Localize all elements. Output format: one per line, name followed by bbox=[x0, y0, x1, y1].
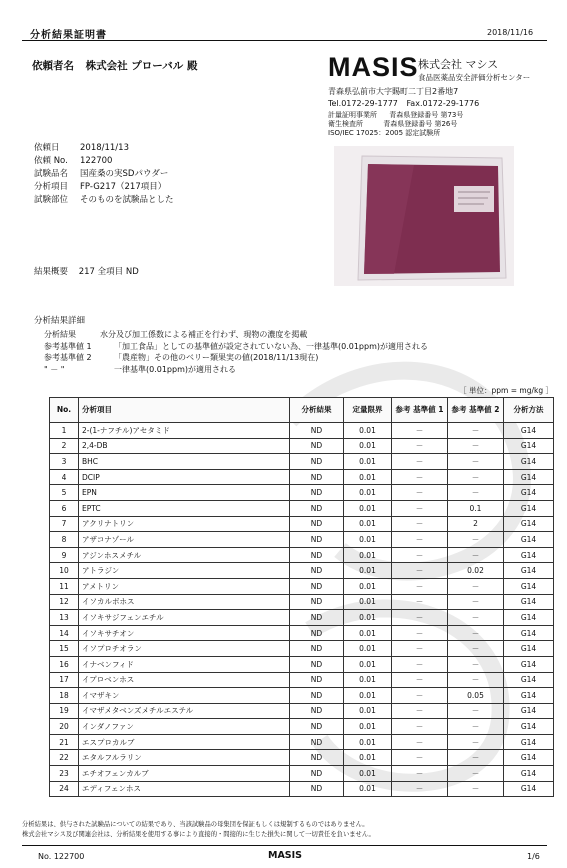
cell-result: ND bbox=[290, 766, 344, 782]
col-header-ref1: 参考 基準値 1 bbox=[392, 398, 448, 423]
cell-no: 11 bbox=[50, 578, 79, 594]
cell-method: G14 bbox=[504, 688, 554, 704]
footer-number: No. 122700 bbox=[38, 852, 85, 861]
cell-ref1: － bbox=[392, 532, 448, 548]
cell-ref2: 0.05 bbox=[448, 688, 504, 704]
cell-limit: 0.01 bbox=[344, 781, 392, 797]
table-row bbox=[50, 563, 554, 579]
info-value: そのものを試験品とした bbox=[80, 195, 174, 205]
table-row bbox=[50, 656, 554, 672]
cell-ref1: － bbox=[392, 766, 448, 782]
footer-page: 1/6 bbox=[527, 852, 540, 861]
cell-result: ND bbox=[290, 547, 344, 563]
cell-ref1: － bbox=[392, 454, 448, 470]
cell-method: G14 bbox=[504, 625, 554, 641]
cell-item: イマザキン bbox=[79, 688, 290, 704]
cell-ref2: － bbox=[448, 485, 504, 501]
cell-item: イソカルボホス bbox=[79, 594, 290, 610]
cell-item: 2-(1-ナフチル)アセタミド bbox=[79, 423, 290, 439]
table-row bbox=[50, 672, 554, 688]
cell-ref2: － bbox=[448, 625, 504, 641]
cell-no: 19 bbox=[50, 703, 79, 719]
cell-ref1: － bbox=[392, 594, 448, 610]
cell-item: DCIP bbox=[79, 469, 290, 485]
cell-method: G14 bbox=[504, 438, 554, 454]
cell-no: 3 bbox=[50, 454, 79, 470]
cell-method: G14 bbox=[504, 454, 554, 470]
detail-label: 分析結果 bbox=[44, 330, 76, 339]
info-label: 依頼 No. bbox=[34, 156, 68, 166]
cell-ref1: － bbox=[392, 469, 448, 485]
table-row bbox=[50, 703, 554, 719]
reg2-label: 衛生検査所 bbox=[328, 120, 363, 128]
cell-ref1: － bbox=[392, 750, 448, 766]
cell-ref2: － bbox=[448, 766, 504, 782]
cell-limit: 0.01 bbox=[344, 578, 392, 594]
cell-ref1: － bbox=[392, 641, 448, 657]
cell-limit: 0.01 bbox=[344, 719, 392, 735]
cell-limit: 0.01 bbox=[344, 438, 392, 454]
info-label: 試験部位 bbox=[34, 195, 69, 205]
cell-result: ND bbox=[290, 656, 344, 672]
cell-ref1: － bbox=[392, 516, 448, 532]
table-row bbox=[50, 516, 554, 532]
col-header-limit: 定量限界 bbox=[344, 398, 392, 423]
detail-text: 一律基準(0.01ppm)が適用される bbox=[114, 364, 237, 374]
iso-accreditation: ISO/IEC 17025：2005 認定試験所 bbox=[328, 129, 441, 137]
cell-limit: 0.01 bbox=[344, 500, 392, 516]
cell-method: G14 bbox=[504, 485, 554, 501]
cell-result: ND bbox=[290, 750, 344, 766]
cell-no: 1 bbox=[50, 423, 79, 439]
cell-limit: 0.01 bbox=[344, 766, 392, 782]
cell-method: G14 bbox=[504, 516, 554, 532]
footer-rule bbox=[22, 845, 547, 846]
cell-item: イソキサジフェンエチル bbox=[79, 610, 290, 626]
cell-limit: 0.01 bbox=[344, 734, 392, 750]
detail-text: 水分及び加工係数による補正を行わず、現物の濃度を掲載 bbox=[100, 330, 308, 339]
cell-result: ND bbox=[290, 610, 344, 626]
cell-method: G14 bbox=[504, 594, 554, 610]
company-logo: MASIS bbox=[328, 52, 419, 82]
cell-ref2: － bbox=[448, 578, 504, 594]
table-row bbox=[50, 610, 554, 626]
table-row bbox=[50, 688, 554, 704]
disclaimer bbox=[22, 820, 375, 840]
cell-no: 10 bbox=[50, 563, 79, 579]
cell-result: ND bbox=[290, 719, 344, 735]
cell-limit: 0.01 bbox=[344, 454, 392, 470]
cell-ref2: 0.02 bbox=[448, 563, 504, 579]
cell-result: ND bbox=[290, 625, 344, 641]
cell-limit: 0.01 bbox=[344, 423, 392, 439]
requester-label: 依頼者名 bbox=[32, 60, 74, 72]
detail-text: 「農産物」その他のベリー類果実の値(2018/11/13現在) bbox=[114, 353, 319, 362]
cell-ref1: － bbox=[392, 500, 448, 516]
table-row bbox=[50, 625, 554, 641]
cell-method: G14 bbox=[504, 563, 554, 579]
cell-no: 17 bbox=[50, 672, 79, 688]
cell-result: ND bbox=[290, 641, 344, 657]
table-row bbox=[50, 547, 554, 563]
cell-limit: 0.01 bbox=[344, 610, 392, 626]
cell-item: アクリナトリン bbox=[79, 516, 290, 532]
cell-result: ND bbox=[290, 500, 344, 516]
cell-limit: 0.01 bbox=[344, 688, 392, 704]
info-value: 122700 bbox=[80, 156, 113, 166]
cell-limit: 0.01 bbox=[344, 750, 392, 766]
col-header-method: 分析方法 bbox=[504, 398, 554, 423]
summary-value: 217 全項目 ND bbox=[78, 267, 139, 277]
cell-no: 13 bbox=[50, 610, 79, 626]
table-row bbox=[50, 485, 554, 501]
cell-no: 24 bbox=[50, 781, 79, 797]
reg2-value: 青森県登録番号 第26号 bbox=[383, 120, 458, 128]
cell-ref2: － bbox=[448, 469, 504, 485]
table-row bbox=[50, 781, 554, 797]
cell-item: エタルフルラリン bbox=[79, 750, 290, 766]
company-fax: Fax.0172-29-1776 bbox=[406, 99, 480, 108]
reg1-label: 計量証明事業所 bbox=[328, 111, 377, 119]
table-row bbox=[50, 532, 554, 548]
cell-no: 12 bbox=[50, 594, 79, 610]
cell-result: ND bbox=[290, 578, 344, 594]
cell-item: イソプロチオラン bbox=[79, 641, 290, 657]
details-heading: 分析結果詳細 bbox=[34, 316, 86, 326]
cell-ref2: － bbox=[448, 719, 504, 735]
cell-item: エスプロカルブ bbox=[79, 734, 290, 750]
cell-method: G14 bbox=[504, 656, 554, 672]
cell-item: インダノファン bbox=[79, 719, 290, 735]
cell-method: G14 bbox=[504, 469, 554, 485]
issue-date: 2018/11/16 bbox=[487, 28, 534, 37]
detail-label: " － " bbox=[44, 364, 65, 374]
cell-ref1: － bbox=[392, 547, 448, 563]
cell-no: 8 bbox=[50, 532, 79, 548]
cell-ref2: － bbox=[448, 610, 504, 626]
disclaimer-line: 株式会社マシス及び関連会社は、分析結果を使用する事により直接的・間接的に生じた損失に関して一切責任を負いません。 bbox=[22, 831, 375, 838]
detail-label: 参考基準値 2 bbox=[44, 353, 92, 362]
cell-method: G14 bbox=[504, 578, 554, 594]
table-row bbox=[50, 438, 554, 454]
detail-row bbox=[44, 329, 524, 341]
cell-no: 21 bbox=[50, 734, 79, 750]
cell-item: イソキサチオン bbox=[79, 625, 290, 641]
cell-ref1: － bbox=[392, 423, 448, 439]
cell-method: G14 bbox=[504, 766, 554, 782]
sample-photo bbox=[334, 146, 514, 286]
table-row bbox=[50, 734, 554, 750]
details-block bbox=[44, 329, 524, 375]
cell-method: G14 bbox=[504, 500, 554, 516]
document-title: 分析結果証明書 bbox=[30, 30, 107, 41]
cell-limit: 0.01 bbox=[344, 703, 392, 719]
cell-no: 20 bbox=[50, 719, 79, 735]
cell-ref2: － bbox=[448, 656, 504, 672]
cell-ref1: － bbox=[392, 625, 448, 641]
table-row bbox=[50, 641, 554, 657]
results-table bbox=[49, 397, 554, 797]
cell-method: G14 bbox=[504, 703, 554, 719]
cell-limit: 0.01 bbox=[344, 625, 392, 641]
company-phone bbox=[328, 99, 479, 108]
cell-ref2: － bbox=[448, 734, 504, 750]
cell-limit: 0.01 bbox=[344, 641, 392, 657]
reg1-value: 青森県登録番号 第73号 bbox=[389, 111, 464, 119]
table-row bbox=[50, 719, 554, 735]
cell-item: アザコナゾール bbox=[79, 532, 290, 548]
cell-no: 5 bbox=[50, 485, 79, 501]
cell-ref2: － bbox=[448, 532, 504, 548]
cell-result: ND bbox=[290, 469, 344, 485]
cell-no: 9 bbox=[50, 547, 79, 563]
cell-method: G14 bbox=[504, 672, 554, 688]
table-row bbox=[50, 423, 554, 439]
col-header-item: 分析項目 bbox=[79, 398, 290, 423]
cell-ref2: 0.1 bbox=[448, 500, 504, 516]
cell-limit: 0.01 bbox=[344, 672, 392, 688]
cell-method: G14 bbox=[504, 532, 554, 548]
cell-result: ND bbox=[290, 672, 344, 688]
cell-result: ND bbox=[290, 423, 344, 439]
info-label: 依頼日 bbox=[34, 143, 60, 153]
cell-result: ND bbox=[290, 563, 344, 579]
cell-result: ND bbox=[290, 516, 344, 532]
table-row bbox=[50, 750, 554, 766]
cell-item: BHC bbox=[79, 454, 290, 470]
cell-no: 15 bbox=[50, 641, 79, 657]
sample-bag-image bbox=[334, 146, 514, 286]
cell-limit: 0.01 bbox=[344, 563, 392, 579]
cell-ref2: 2 bbox=[448, 516, 504, 532]
cell-method: G14 bbox=[504, 719, 554, 735]
detail-row bbox=[44, 352, 524, 364]
cell-no: 14 bbox=[50, 625, 79, 641]
cell-no: 4 bbox=[50, 469, 79, 485]
cell-ref1: － bbox=[392, 578, 448, 594]
company-address: 青森県弘前市大字賜町二丁目2番地7 bbox=[328, 87, 459, 96]
table-row bbox=[50, 469, 554, 485]
table-row bbox=[50, 500, 554, 516]
cell-item: アトラジン bbox=[79, 563, 290, 579]
cell-result: ND bbox=[290, 454, 344, 470]
info-label: 試験品名 bbox=[34, 169, 69, 179]
cell-ref1: － bbox=[392, 734, 448, 750]
cell-result: ND bbox=[290, 703, 344, 719]
info-label: 分析項目 bbox=[34, 182, 69, 192]
cell-method: G14 bbox=[504, 610, 554, 626]
company-center: 食品医薬品安全評価分析センター bbox=[418, 73, 531, 82]
cell-limit: 0.01 bbox=[344, 532, 392, 548]
cell-result: ND bbox=[290, 734, 344, 750]
cell-ref2: － bbox=[448, 781, 504, 797]
cell-no: 2 bbox=[50, 438, 79, 454]
detail-row bbox=[44, 364, 524, 376]
detail-label: 参考基準値 1 bbox=[44, 341, 92, 351]
table-row bbox=[50, 594, 554, 610]
table-row bbox=[50, 578, 554, 594]
cell-ref1: － bbox=[392, 719, 448, 735]
cell-result: ND bbox=[290, 781, 344, 797]
disclaimer-line: 分析結果は、供与された試験品についての結果であり、当該試験品の母集団を保証もしくは規制するものではありません。 bbox=[22, 821, 369, 828]
cell-result: ND bbox=[290, 688, 344, 704]
cell-ref1: － bbox=[392, 656, 448, 672]
cell-item: イナベンフィド bbox=[79, 656, 290, 672]
cell-limit: 0.01 bbox=[344, 594, 392, 610]
cell-no: 7 bbox=[50, 516, 79, 532]
cell-limit: 0.01 bbox=[344, 547, 392, 563]
cell-limit: 0.01 bbox=[344, 469, 392, 485]
cell-ref1: － bbox=[392, 781, 448, 797]
company-name: 株式会社 マシス bbox=[418, 58, 499, 71]
cell-ref2: － bbox=[448, 454, 504, 470]
cell-item: イマザメタベンズメチルエステル bbox=[79, 703, 290, 719]
header-rule bbox=[22, 40, 547, 41]
summary-label: 結果概要 bbox=[34, 267, 69, 277]
cell-item: エチオフェンカルブ bbox=[79, 766, 290, 782]
cell-ref2: － bbox=[448, 423, 504, 439]
footer-brand: MASIS bbox=[268, 850, 303, 861]
cell-result: ND bbox=[290, 532, 344, 548]
cell-ref1: － bbox=[392, 610, 448, 626]
info-value: FP-G217（217項目） bbox=[80, 182, 167, 192]
summary-line bbox=[34, 265, 139, 277]
info-value: 2018/11/13 bbox=[80, 143, 129, 153]
col-header-no: No. bbox=[50, 398, 79, 423]
info-value: 国産桑の実SDパウダー bbox=[80, 169, 169, 179]
cell-item: アジンホスメチル bbox=[79, 547, 290, 563]
cell-ref2: － bbox=[448, 641, 504, 657]
cell-no: 22 bbox=[50, 750, 79, 766]
table-header-row bbox=[50, 398, 554, 423]
detail-row bbox=[44, 341, 524, 353]
cell-method: G14 bbox=[504, 734, 554, 750]
cell-no: 6 bbox=[50, 500, 79, 516]
requester-name: 株式会社 プローバル 殿 bbox=[85, 60, 198, 72]
cell-result: ND bbox=[290, 438, 344, 454]
cell-item: エディフェンホス bbox=[79, 781, 290, 797]
cell-ref2: － bbox=[448, 594, 504, 610]
cell-ref1: － bbox=[392, 438, 448, 454]
cell-limit: 0.01 bbox=[344, 656, 392, 672]
cell-ref2: － bbox=[448, 438, 504, 454]
cell-ref1: － bbox=[392, 672, 448, 688]
cell-result: ND bbox=[290, 594, 344, 610]
cell-item: 2,4-DB bbox=[79, 438, 290, 454]
col-header-result: 分析結果 bbox=[290, 398, 344, 423]
cell-item: アメトリン bbox=[79, 578, 290, 594]
cell-ref1: － bbox=[392, 485, 448, 501]
col-header-ref2: 参考 基準値 2 bbox=[448, 398, 504, 423]
table-row bbox=[50, 454, 554, 470]
cell-item: EPTC bbox=[79, 500, 290, 516]
unit-note: ［ 単位：ppm = mg/kg ］ bbox=[459, 386, 553, 395]
cell-method: G14 bbox=[504, 750, 554, 766]
company-tel: Tel.0172-29-1777 bbox=[328, 99, 398, 108]
table-row bbox=[50, 766, 554, 782]
cell-result: ND bbox=[290, 485, 344, 501]
cell-item: EPN bbox=[79, 485, 290, 501]
cell-no: 23 bbox=[50, 766, 79, 782]
cell-limit: 0.01 bbox=[344, 516, 392, 532]
cell-ref1: － bbox=[392, 563, 448, 579]
cell-ref2: － bbox=[448, 750, 504, 766]
cell-method: G14 bbox=[504, 423, 554, 439]
cell-method: G14 bbox=[504, 641, 554, 657]
cell-ref1: － bbox=[392, 703, 448, 719]
cell-no: 18 bbox=[50, 688, 79, 704]
cell-ref2: － bbox=[448, 547, 504, 563]
cell-item: イプロベンホス bbox=[79, 672, 290, 688]
cell-ref2: － bbox=[448, 703, 504, 719]
cell-limit: 0.01 bbox=[344, 485, 392, 501]
cell-ref1: － bbox=[392, 688, 448, 704]
requester-line bbox=[32, 58, 197, 73]
cell-method: G14 bbox=[504, 781, 554, 797]
detail-text: 「加工食品」としての基準値が設定されていない為、一律基準(0.01ppm)が適用される bbox=[114, 341, 429, 351]
cell-ref2: － bbox=[448, 672, 504, 688]
cell-no: 16 bbox=[50, 656, 79, 672]
cell-method: G14 bbox=[504, 547, 554, 563]
